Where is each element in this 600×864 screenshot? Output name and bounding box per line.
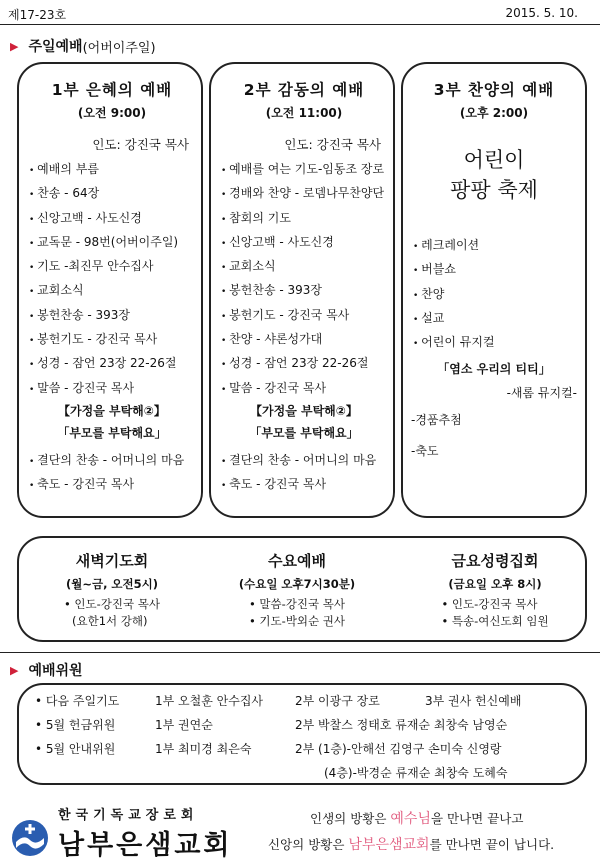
sermon-title: 「부모를 부탁해요」 <box>249 425 359 440</box>
service-2-time: (오전 11:00) <box>265 106 343 120</box>
triangle-icon: ▶ <box>10 663 19 677</box>
quote-text: 신앙의 방황은 <box>268 837 349 852</box>
service-2-box <box>209 62 395 518</box>
list-item: • 성경 - 잠언 23장 22-26절 <box>221 351 387 375</box>
musical-title: 「염소 우리의 티티」 <box>437 362 551 377</box>
header-divider <box>0 24 600 25</box>
service-3-program <box>411 233 577 354</box>
service-2-order <box>221 157 387 400</box>
service-1-closing <box>29 448 195 497</box>
staff-cell: 1부 최미경 최은숙 <box>155 742 252 756</box>
staff-cell: 3부 권사 헌신예배 <box>425 694 522 708</box>
list-item: • 어린이 뮤지컬 <box>413 330 577 354</box>
service-2-closing <box>221 448 387 497</box>
staff-divider <box>0 652 600 653</box>
staff-row-prayer <box>35 692 119 709</box>
church-logo-icon <box>10 818 50 858</box>
list-item: • 말씀 - 강진국 목사 <box>29 376 195 400</box>
church-name: 남부은샘교회 <box>58 830 233 861</box>
benediction: -축도 <box>411 444 439 459</box>
sunday-section-title <box>10 36 156 56</box>
quote-text: 를 만나면 끝이 납니다. <box>429 837 555 852</box>
quote-highlight: 예수님 <box>390 811 431 827</box>
childrens-festival-title <box>411 145 577 205</box>
prize-draw: -경품추첨 <box>411 413 462 428</box>
issue-number: 제17-23호 <box>8 8 67 22</box>
wednesday-prayer: • 기도-박외순 권사 <box>248 614 345 628</box>
wednesday-service <box>217 550 377 630</box>
list-item: • 설교 <box>413 306 577 330</box>
quote-line-1 <box>310 808 523 828</box>
dawn-leader: • 인도-강진국 목사 <box>63 597 160 611</box>
staff-section-title <box>10 660 83 680</box>
sunday-subtitle: (어버이주일) <box>82 40 156 56</box>
staff-box <box>17 683 587 785</box>
list-item: • 결단의 찬송 - 어머니의 마음 <box>221 448 387 472</box>
wednesday-sermon: • 말씀-강진국 목사 <box>248 597 345 611</box>
service-1-order <box>29 157 195 400</box>
staff-title: 예배위원 <box>28 663 83 679</box>
wednesday-time: (수요일 오후7시30분) <box>238 577 356 591</box>
friday-meeting <box>417 550 573 630</box>
sermon-title: 「부모를 부탁해요」 <box>57 425 167 440</box>
list-item: • 찬양 <box>413 282 577 306</box>
staff-cell: 2부 (1층)-안해선 김영구 손미숙 신영랑 <box>295 742 502 756</box>
musical-note: -새롬 뮤지컬- <box>506 386 577 401</box>
list-item: • 봉헌기도 - 강진국 목사 <box>221 303 387 327</box>
sermon-series: 【가정을 부탁해②】 <box>58 403 166 418</box>
service-3-time: (오후 2:00) <box>459 106 529 120</box>
wednesday-title: 수요예배 <box>268 552 326 570</box>
list-item: • 축도 - 강진국 목사 <box>29 472 195 496</box>
service-1-title: 1부 은혜의 예배 <box>51 81 173 99</box>
dawn-time: (월~금, 오전5시) <box>65 577 159 591</box>
dawn-note: (요한1서 강해) <box>71 614 148 628</box>
party-line-1: 어린이 <box>463 148 525 172</box>
list-item: • 봉헌찬송 - 393장 <box>221 278 387 302</box>
list-item: • 찬양 - 샤론성가대 <box>221 327 387 351</box>
staff-cell: 2부 이광구 장로 <box>295 694 380 708</box>
list-item: • 찬송 - 64장 <box>29 181 195 205</box>
list-item: • 신앙고백 - 사도신경 <box>221 230 387 254</box>
dawn-title: 새벽기도회 <box>75 552 149 570</box>
quote-line-2 <box>268 834 554 854</box>
list-item: • 교독문 - 98번(어버이주일) <box>29 230 195 254</box>
friday-time: (금요일 오후 8시) <box>448 577 542 591</box>
service-3-title: 3부 찬양의 예배 <box>433 81 555 99</box>
list-item: • 신앙고백 - 사도신경 <box>29 206 195 230</box>
service-3-box <box>401 62 587 518</box>
denomination-name: 한국기독교장로회 <box>58 808 199 823</box>
friday-title: 금요성령집회 <box>451 552 539 570</box>
list-item: • 봉헌찬송 - 393장 <box>29 303 195 327</box>
service-1-box <box>17 62 203 518</box>
triangle-icon: ▶ <box>10 39 19 53</box>
staff-label: • 5월 헌금위원 <box>35 718 116 732</box>
quote-text: 인생의 방황은 <box>310 811 391 826</box>
list-item: • 참회의 기도 <box>221 206 387 230</box>
staff-cell: (4층)-박경순 류재순 최창숙 도혜숙 <box>324 766 508 780</box>
service-2-preacher: 인도: 강진국 목사 <box>284 137 381 152</box>
list-item: • 기도 -최진무 안수집사 <box>29 254 195 278</box>
list-item: • 말씀 - 강진국 목사 <box>221 376 387 400</box>
sermon-series: 【가정을 부탁해②】 <box>250 403 358 418</box>
service-1-time: (오전 9:00) <box>77 106 147 120</box>
sunday-title: 주일예배 <box>28 39 83 55</box>
quote-highlight: 남부은샘교회 <box>348 837 430 853</box>
list-item: • 레크레이션 <box>413 233 577 257</box>
list-item: • 버블쇼 <box>413 257 577 281</box>
party-line-2: 팡팡 축제 <box>450 178 538 202</box>
friday-special: • 특송-여신도회 임원 <box>441 614 549 628</box>
list-item: • 결단의 찬송 - 어머니의 마음 <box>29 448 195 472</box>
list-item: • 교회소식 <box>221 254 387 278</box>
weekday-services-box <box>17 536 587 642</box>
staff-label: • 다음 주일기도 <box>35 694 120 708</box>
list-item: • 성경 - 잠언 23장 22-26절 <box>29 351 195 375</box>
list-item: • 예배를 여는 기도-임동조 장로 <box>221 157 387 181</box>
list-item: • 봉헌기도 - 강진국 목사 <box>29 327 195 351</box>
friday-leader: • 인도-강진국 목사 <box>441 597 538 611</box>
staff-cell: 2부 박찰스 정태호 류재순 최창숙 남영순 <box>295 718 508 732</box>
bulletin-date: 2015. 5. 10. <box>505 6 578 20</box>
dawn-prayer <box>37 550 187 630</box>
staff-cell: 1부 권연순 <box>155 718 213 732</box>
staff-cell: 1부 오철훈 안수집사 <box>155 694 264 708</box>
staff-label: • 5월 안내위원 <box>35 742 116 756</box>
list-item: • 예배의 부름 <box>29 157 195 181</box>
service-1-preacher: 인도: 강진국 목사 <box>92 137 189 152</box>
list-item: • 축도 - 강진국 목사 <box>221 472 387 496</box>
list-item: • 경배와 찬양 - 로뎀나무찬양단 <box>221 181 387 205</box>
quote-text: 을 만나면 끝나고 <box>430 811 524 826</box>
list-item: • 교회소식 <box>29 278 195 302</box>
service-2-title: 2부 감동의 예배 <box>243 81 365 99</box>
